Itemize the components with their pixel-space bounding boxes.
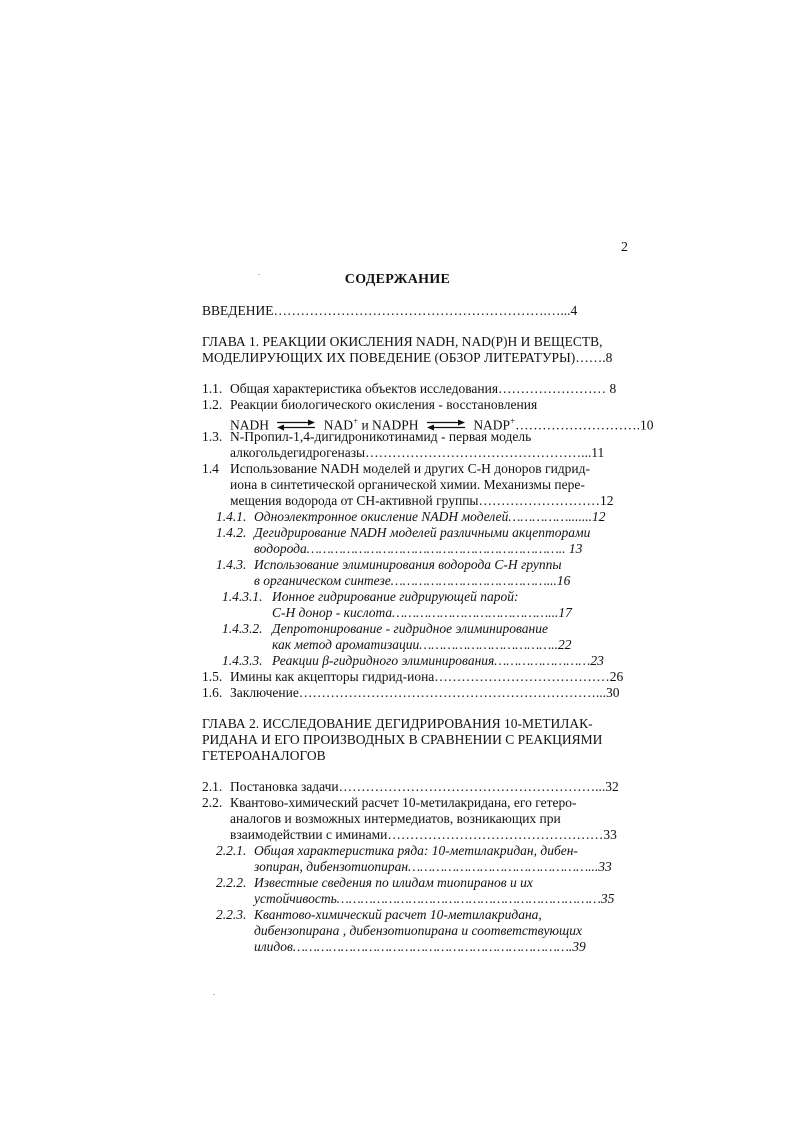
nadh-label: NADH bbox=[230, 417, 269, 433]
nadp-label: NADP bbox=[473, 417, 511, 433]
toc-entry-1-4-2-line-1[interactable]: Дегидрирование NADH моделей различными акцепторами bbox=[254, 525, 591, 540]
toc-entry-1-4-line-2[interactable]: иона в синтетической органической химии. Механизмы пере- bbox=[230, 477, 585, 492]
toc-entry-1-2-line-1[interactable]: Реакции биологического окисления - восстановления bbox=[230, 397, 538, 412]
toc-entry-page: 4 bbox=[570, 303, 578, 318]
nad-label: NAD bbox=[323, 417, 353, 433]
toc-entry-num: 2.2. bbox=[202, 795, 223, 810]
toc-entry-1-3-line-1[interactable]: N-Пропил-1,4-дигидроникотинамид - первая модель bbox=[230, 429, 532, 444]
toc-entry-2-2-2-line-2[interactable]: устойчивость…………………………………………………………35 bbox=[254, 891, 615, 906]
toc-entry-2-2-line-2[interactable]: аналогов и возможных интермедиатов, возникающих при bbox=[230, 811, 561, 826]
toc-entry-2-2-3-line-1[interactable]: Квантово-химический расчет 10-метилакридана, bbox=[254, 907, 542, 922]
toc-entry-1-3-line-2[interactable]: алкогольдегидрогеназы…………………………………………...11 bbox=[230, 445, 605, 460]
toc-entry-page: 8 bbox=[609, 381, 617, 396]
toc-entry-num: 1.4.3. bbox=[216, 557, 247, 572]
toc-entry-2-2-1-line-2[interactable]: зопиран, дибензотиопиран………………………………………...33 bbox=[254, 859, 612, 874]
toc-entry-text: Общая характеристика объектов исследования…………………… bbox=[230, 381, 607, 396]
toc-entry-1-4-1[interactable]: Одноэлектронное окисление NADH моделей…………….......12 bbox=[254, 509, 606, 524]
chapter-1-heading-line-1[interactable]: ГЛАВА 1. РЕАКЦИИ ОКИСЛЕНИЯ NADH, NAD(P)H И ВЕЩЕСТВ, bbox=[202, 334, 603, 349]
toc-entry-1-5[interactable]: Имины как акцепторы гидрид-иона…………………………………26 bbox=[230, 669, 624, 684]
toc-entry-num: 1.4.3.2. bbox=[222, 621, 263, 636]
toc-entry-intro[interactable] bbox=[202, 303, 577, 319]
toc-entry-num: 1.4 bbox=[202, 461, 219, 476]
conjunction-text: и NADPH bbox=[358, 417, 419, 433]
toc-entry-num: 1.1. bbox=[202, 381, 223, 396]
toc-entry-num: 1.2. bbox=[202, 397, 223, 412]
toc-entry-1-1[interactable] bbox=[230, 381, 616, 397]
chapter-1-heading-line-2[interactable]: МОДЕЛИРУЮЩИХ ИХ ПОВЕДЕНИЕ (ОБЗОР ЛИТЕРАТУРЫ)…….8 bbox=[202, 350, 613, 365]
toc-entry-num: 2.2.2. bbox=[216, 875, 247, 890]
nad-charge: + bbox=[353, 416, 359, 426]
chapter-2-heading-line-1[interactable]: ГЛАВА 2. ИССЛЕДОВАНИЕ ДЕГИДРИРОВАНИЯ 10-МЕТИЛАК- bbox=[202, 716, 593, 731]
toc-entry-1-4-3-2-line-2[interactable]: как метод ароматизации……………………………..22 bbox=[272, 637, 572, 652]
nadp-charge: + bbox=[510, 416, 516, 426]
toc-entry-1-4-3-1-line-1[interactable]: Ионное гидрирование гидрирующей парой: bbox=[272, 589, 519, 604]
chapter-2-heading-line-3[interactable]: ГЕТЕРОАНАЛОГОВ bbox=[202, 748, 326, 763]
scan-speck bbox=[258, 274, 260, 275]
toc-entry-2-2-2-line-1[interactable]: Известные сведения по илидам тиопиранов и их bbox=[254, 875, 533, 890]
toc-entry-2-1[interactable]: Постановка задачи…………………………………………………...32 bbox=[230, 779, 619, 794]
toc-entry-num: 1.4.2. bbox=[216, 525, 247, 540]
toc-entry-1-4-3-line-2[interactable]: в органическом синтезе…………………………………...16 bbox=[254, 573, 571, 588]
chapter-2-heading-line-2[interactable]: РИДАНА И ЕГО ПРОИЗВОДНЫХ В СРАВНЕНИИ С РЕАКЦИЯМИ bbox=[202, 732, 603, 747]
toc-entry-1-4-3-3[interactable]: Реакции β-гидридного элиминирования……………………23 bbox=[272, 653, 604, 668]
toc-entry-2-2-1-line-1[interactable]: Общая характеристика ряда: 10-метилакридан, дибен- bbox=[254, 843, 578, 858]
toc-title: СОДЕРЖАНИЕ bbox=[344, 272, 451, 287]
toc-entry-1-4-3-line-1[interactable]: Использование элиминирования водорода С-Н группы bbox=[254, 557, 562, 572]
toc-entry-leader-page: ……………………….10 bbox=[515, 417, 654, 433]
toc-entry-1-4-line-1[interactable]: Использование NADH моделей и других С-Н доноров гидрид- bbox=[230, 461, 591, 476]
toc-entry-2-2-3-line-2[interactable]: дибензопирана , дибензотиопирана и соответствующих bbox=[254, 923, 582, 938]
toc-entry-1-4-line-3[interactable]: мещения водорода от СН-активной группы………………………12 bbox=[230, 493, 614, 508]
toc-entry-num: 1.6. bbox=[202, 685, 223, 700]
toc-entry-2-2-3-line-3[interactable]: илидов…………………………………………………………….39 bbox=[254, 939, 586, 954]
toc-entry-num: 1.4.3.3. bbox=[222, 653, 263, 668]
toc-entry-2-2-line-3[interactable]: взаимодействии с иминами…………………………………………33 bbox=[230, 827, 617, 842]
toc-entry-1-4-2-line-2[interactable]: водорода……………………………………………………….. 13 bbox=[254, 541, 583, 556]
toc-entry-num: 2.2.3. bbox=[216, 907, 247, 922]
toc-entry-1-6[interactable]: Заключение…………………………………………………………...30 bbox=[230, 685, 620, 700]
toc-entry-num: 2.2.1. bbox=[216, 843, 247, 858]
toc-entry-text: ВВЕДЕНИЕ…………………………………………………….…... bbox=[202, 303, 571, 318]
toc-entry-num: 2.1. bbox=[202, 779, 223, 794]
toc-entry-num: 1.3. bbox=[202, 429, 223, 444]
toc-entry-num: 1.5. bbox=[202, 669, 223, 684]
toc-entry-1-4-3-1-line-2[interactable]: С-Н донор - кислота…………………………………...17 bbox=[272, 605, 572, 620]
scan-speck bbox=[213, 994, 215, 995]
toc-entry-1-4-3-2-line-1[interactable]: Депротонирование - гидридное элиминирование bbox=[272, 621, 548, 636]
toc-entry-num: 1.4.3.1. bbox=[222, 589, 263, 604]
toc-entry-2-2-line-1[interactable]: Квантово-химический расчет 10-метилакридана, его гетеро- bbox=[230, 795, 577, 810]
page-number: 2 bbox=[621, 240, 628, 255]
toc-entry-num: 1.4.1. bbox=[216, 509, 247, 524]
